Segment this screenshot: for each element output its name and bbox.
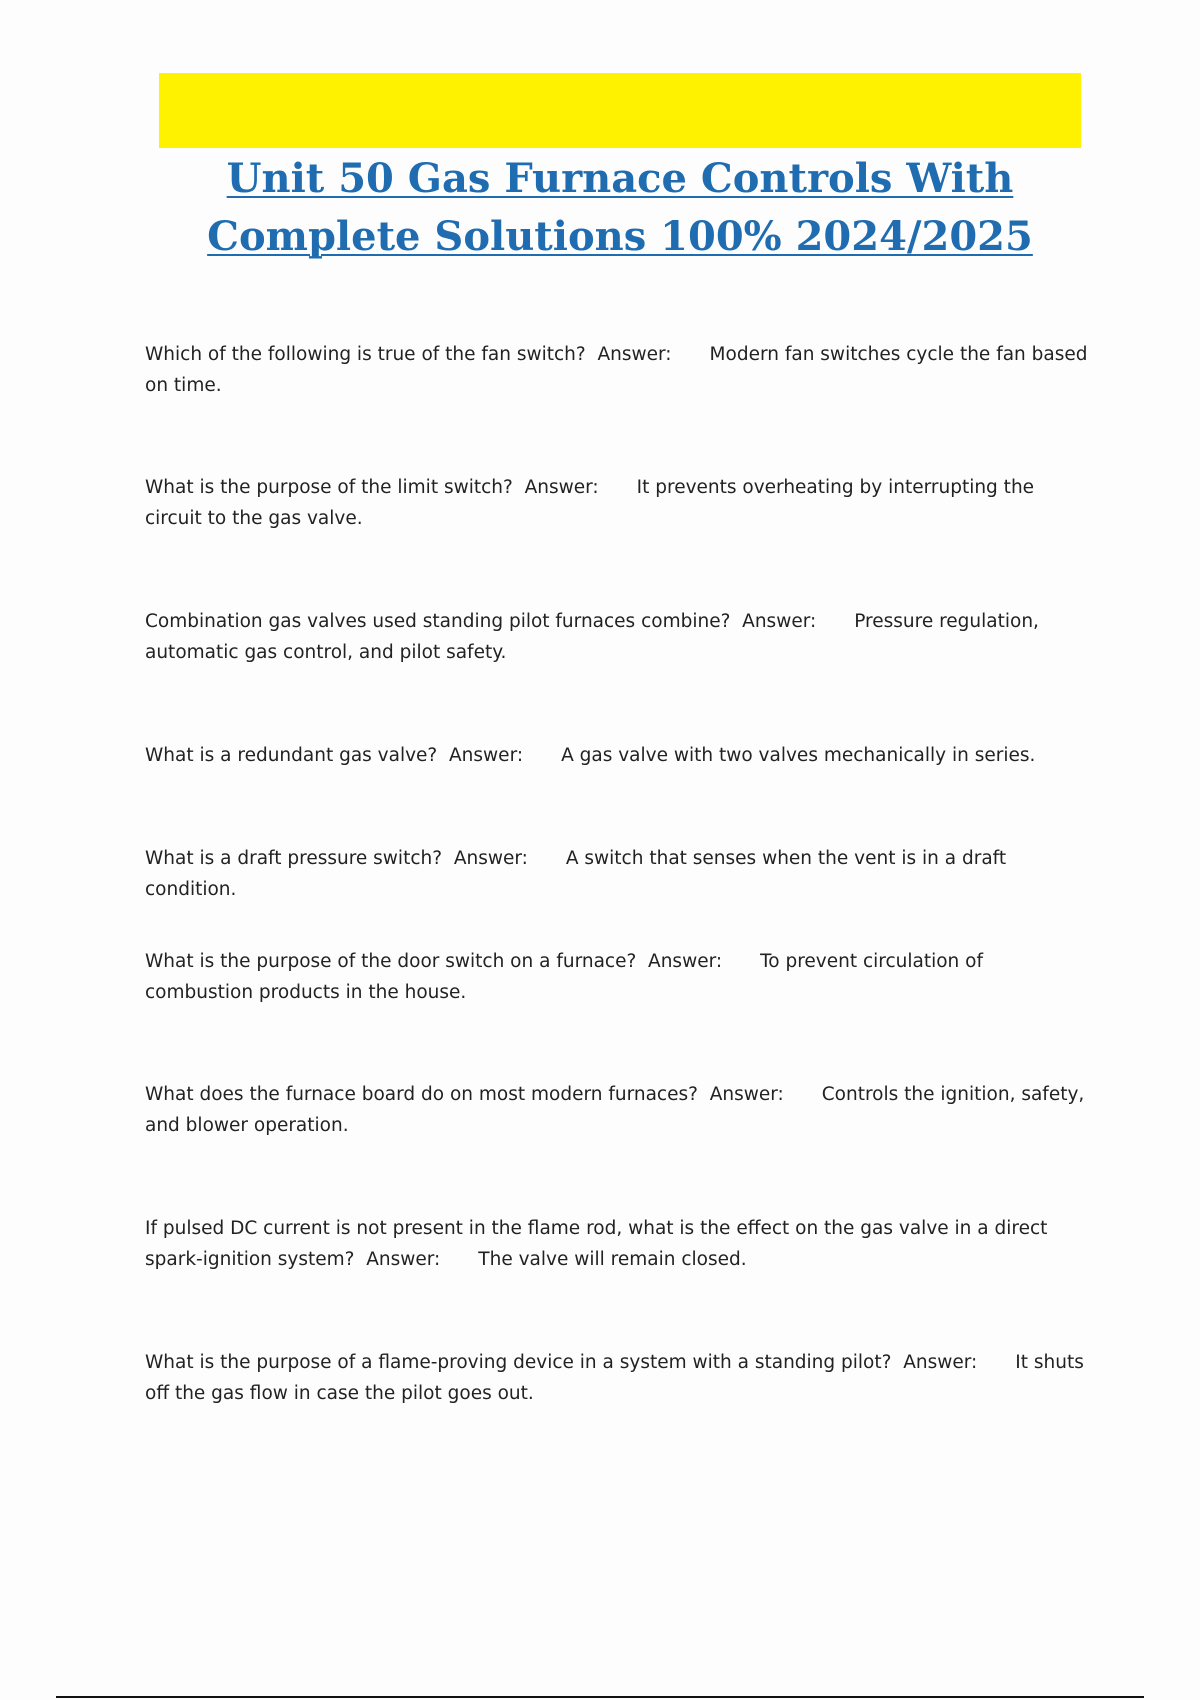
answer-text: It shuts off the gas flow in case the pilot goes out.: [145, 1352, 1084, 1404]
question-text: If pulsed DC current is not present in the flame rod, what is the effect on the gas valve in a direct spark-ignition system?: [145, 1218, 1048, 1270]
answer-text: Controls the ignition, safety, and blower operation.: [145, 1084, 1085, 1136]
answer-text: A gas valve with two valves mechanically in series.: [561, 745, 1036, 766]
answer-label: Answer:: [597, 344, 672, 365]
answer-label: Answer:: [524, 477, 599, 498]
question-text: Which of the following is true of the fan switch?: [145, 344, 586, 365]
qa-item-7: [145, 1079, 1090, 1141]
qa-item-9: [145, 1347, 1090, 1409]
question-text: What does the furnace board do on most modern furnaces?: [145, 1084, 698, 1105]
answer-label: Answer:: [366, 1249, 441, 1270]
answer-label: Answer:: [453, 848, 528, 869]
answer-text: Pressure regulation, automatic gas control, and pilot safety.: [145, 611, 1039, 663]
question-text: What is the purpose of the limit switch?: [145, 477, 513, 498]
answer-label: Answer:: [903, 1352, 978, 1373]
answer-text: A switch that senses when the vent is in a draft condition.: [145, 848, 1007, 900]
title-line-1: Unit 50 Gas Furnace Controls With: [226, 155, 1014, 202]
answer-text: It prevents overheating by interrupting the circuit to the gas valve.: [145, 477, 1035, 529]
question-text: What is a draft pressure switch?: [145, 848, 443, 869]
answer-label: Answer:: [742, 611, 817, 632]
answer-text: The valve will remain closed.: [478, 1249, 747, 1270]
question-text: What is the purpose of the door switch on a furnace?: [145, 951, 637, 972]
qa-item-6: [145, 946, 1090, 1008]
answer-text: Modern fan switches cycle the fan based on time.: [145, 344, 1088, 396]
answer-label: Answer:: [709, 1084, 784, 1105]
answer-label: Answer:: [449, 745, 524, 766]
document-title: [159, 150, 1081, 266]
qa-item-2: [145, 472, 1090, 534]
answer-text: To prevent circulation of combustion products in the house.: [145, 951, 983, 1003]
page-bottom-rule: [56, 1696, 1144, 1698]
qa-item-4: [145, 740, 1090, 771]
qa-item-5: [145, 843, 1090, 905]
title-line-2: Complete Solutions 100% 2024/2025: [207, 213, 1033, 260]
yellow-highlight-banner: [159, 73, 1081, 148]
answer-label: Answer:: [648, 951, 723, 972]
qa-item-1: [145, 339, 1090, 401]
question-text: Combination gas valves used standing pilot furnaces combine?: [145, 611, 731, 632]
qa-item-8: [145, 1213, 1090, 1275]
question-text: What is a redundant gas valve?: [145, 745, 438, 766]
qa-item-3: [145, 606, 1090, 668]
question-text: What is the purpose of a flame-proving device in a system with a standing pilot?: [145, 1352, 892, 1373]
